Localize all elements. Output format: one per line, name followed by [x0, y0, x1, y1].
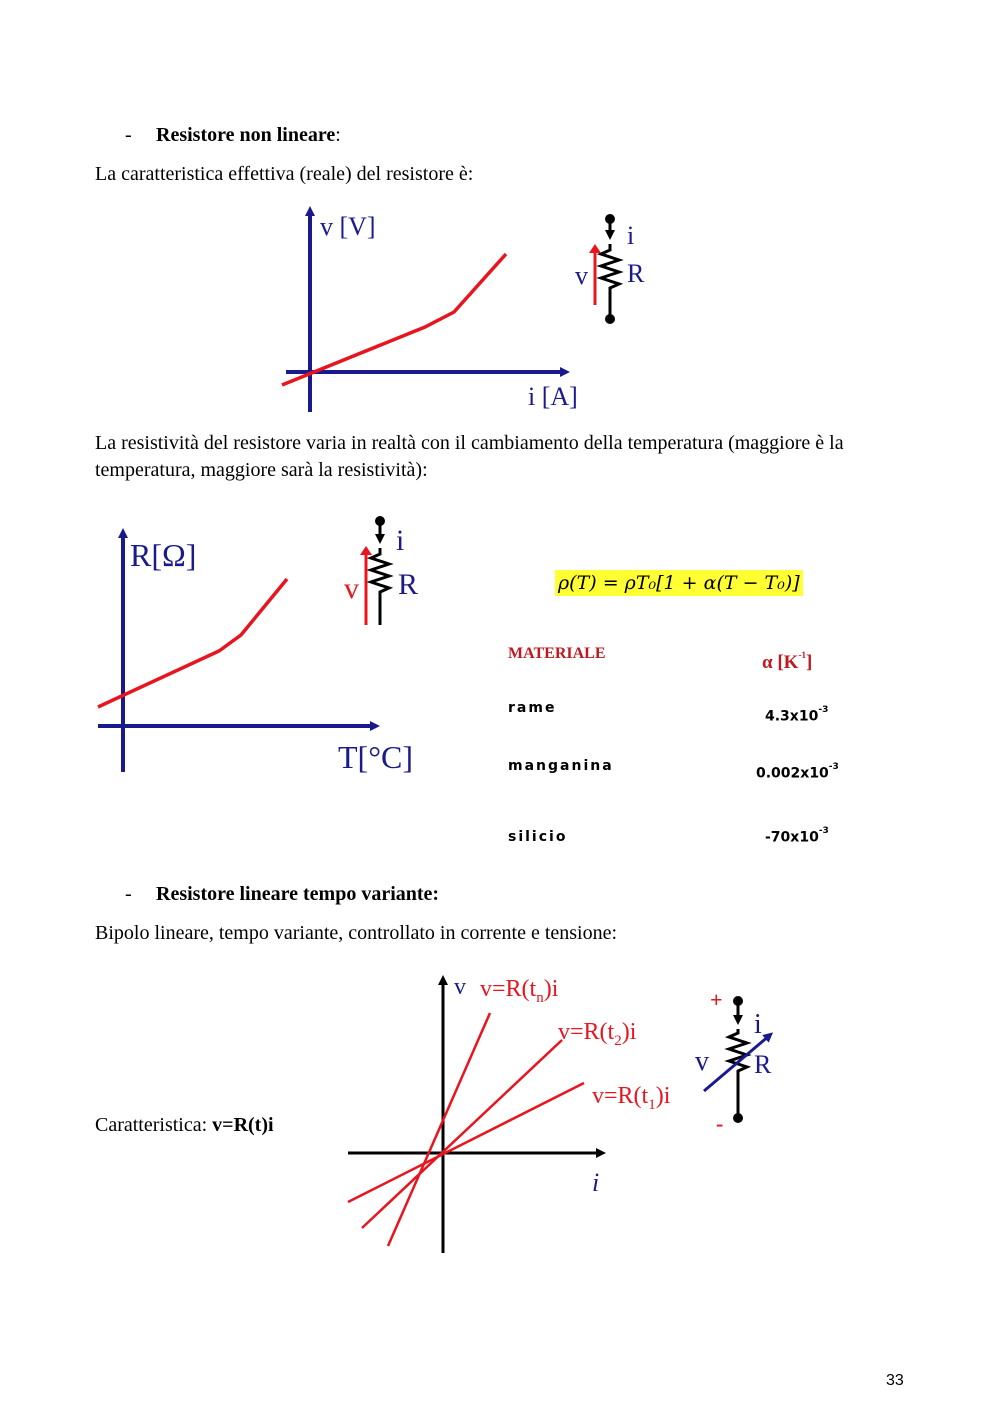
table-value-manganina: [756, 762, 839, 782]
chart2-resistor-label: R: [398, 568, 419, 601]
section1-heading: [156, 123, 341, 147]
section1-title: Resistore non lineare: [156, 124, 336, 146]
chart3-plus-sign: +: [710, 987, 723, 1012]
chart3-label-t1: $v=R(t_1)i$: [592, 1083, 671, 1113]
chart3-x-label: i: [592, 1168, 600, 1197]
chart1-current-label: i: [627, 221, 635, 250]
chart3-current-label: i: [754, 1009, 762, 1040]
chart3-line-t1: [348, 1083, 584, 1202]
chart3-label-t2: $v=R(t_2)i$: [558, 1019, 637, 1049]
chart3-line-t2: [362, 1040, 562, 1228]
section2-caption-formula: v=R(t)i: [212, 1114, 274, 1136]
table-head-alpha-close: ]: [805, 652, 813, 673]
table-value-silicio-exp: -3: [818, 826, 829, 836]
chart3-minus-sign: -: [716, 1111, 724, 1136]
chart2-curve: [98, 579, 287, 707]
table-value-manganina-base: 0.002x10: [756, 765, 829, 782]
chart3-variable-resistor-symbol: [695, 987, 772, 1136]
chart1-voltage-label: v: [575, 261, 588, 290]
chart1-curve: [282, 254, 506, 385]
table-value-silicio: [765, 826, 829, 846]
chart2-resistor-symbol: [344, 516, 418, 625]
chart3-line-tn: [388, 1013, 490, 1246]
chart3-y-label: v: [454, 974, 466, 1000]
table-value-rame-exp: -3: [818, 705, 829, 715]
chart-rt: [90, 510, 430, 785]
chart2-current-label: i: [396, 524, 405, 557]
chart3-label-tn: $v=R(t_n)i$: [480, 976, 559, 1006]
section2-intro: Bipolo lineare, tempo variante, controllato in corrente e tensione:: [95, 922, 618, 944]
chart-vi-nonlinear: [270, 200, 670, 420]
section2-caption-label: Caratteristica:: [95, 1114, 213, 1136]
section2-dash: -: [125, 883, 132, 905]
chart1-resistor-symbol: [575, 214, 645, 324]
table-head-alpha: [762, 649, 813, 674]
table-value-silicio-base: -70x10: [765, 829, 819, 846]
paragraph-resistivity: La resistività del resistore varia in realtà con il cambiamento della temperatura (maggiore è la temperatura, maggiore sarà la resistività):: [95, 432, 844, 481]
table-head-alpha-exp: -1: [798, 649, 806, 660]
section1-dash: -: [125, 124, 132, 146]
table-material-silicio: silicio: [508, 829, 568, 845]
chart1-x-label: i [A]: [528, 382, 578, 411]
chart3-resistor-label: R: [754, 1050, 772, 1079]
resistivity-formula: ρ(T) = ρT₀[1 + α(T − T₀)]: [555, 570, 803, 596]
section2-caption: [95, 1113, 274, 1137]
section2-title: Resistore lineare tempo variante:: [156, 883, 440, 905]
table-value-manganina-exp: -3: [828, 762, 839, 772]
chart3-voltage-label: v: [695, 1046, 709, 1077]
chart-time-varying: [340, 965, 800, 1260]
section1-colon: :: [335, 124, 341, 146]
chart2-y-label: R[Ω]: [130, 537, 197, 573]
page-number: 33: [886, 1372, 904, 1389]
chart2-x-label: T[°C]: [338, 739, 413, 775]
chart1-y-label: v [V]: [320, 212, 376, 241]
table-head-alpha-text: α [K: [762, 652, 799, 673]
table-value-rame: [765, 705, 829, 725]
table-material-manganina: manganina: [508, 758, 614, 774]
chart2-voltage-label: v: [344, 572, 359, 605]
table-value-rame-base: 4.3x10: [765, 708, 819, 725]
table-material-rame: rame: [508, 700, 557, 716]
section1-intro: La caratteristica effettiva (reale) del resistore è:: [95, 163, 474, 185]
chart1-resistor-label: R: [627, 259, 645, 288]
table-head-material: MATERIALE: [508, 645, 606, 662]
